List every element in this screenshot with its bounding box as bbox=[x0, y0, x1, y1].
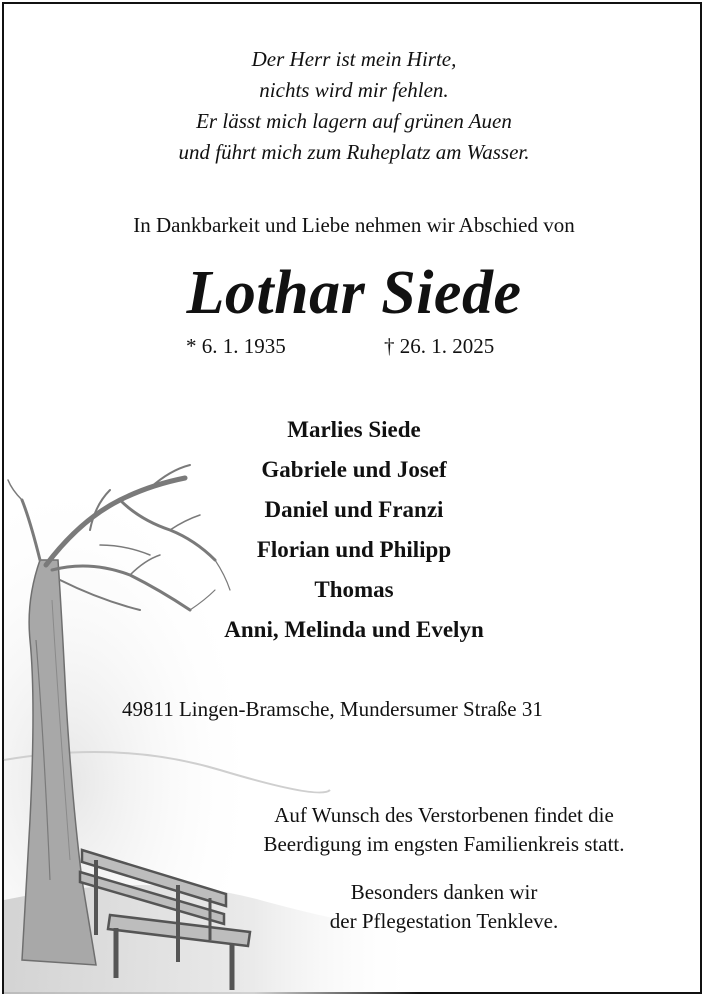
thanks-notice bbox=[0, 878, 708, 936]
death-date: † 26. 1. 2025 bbox=[384, 334, 495, 358]
funeral-notice-line: Beerdigung im engsten Familienkreis statt. bbox=[263, 832, 625, 856]
mourner-name: Marlies Siede bbox=[287, 417, 421, 442]
deceased-name: Lothar Siede bbox=[186, 259, 522, 327]
thanks-notice-line: Besonders danken wir bbox=[350, 880, 538, 904]
psalm-line: Er lässt mich lagern auf grünen Auen bbox=[196, 109, 512, 133]
psalm-line: nichts wird mir fehlen. bbox=[259, 78, 449, 102]
psalm-verse bbox=[0, 44, 708, 168]
birth-date: * 6. 1. 1935 bbox=[186, 334, 286, 358]
psalm-line: und führt mich zum Ruheplatz am Wasser. bbox=[178, 140, 530, 164]
mourners-list bbox=[0, 412, 708, 652]
funeral-notice bbox=[0, 801, 708, 859]
mourner-name: Daniel und Franzi bbox=[264, 497, 444, 522]
psalm-line: Der Herr ist mein Hirte, bbox=[251, 47, 457, 71]
address: 49811 Lingen-Bramsche, Mundersumer Straße 31 bbox=[122, 697, 543, 721]
mourner-name: Florian und Philipp bbox=[256, 537, 452, 562]
mourner-name: Thomas bbox=[314, 577, 394, 602]
intro-text: In Dankbarkeit und Liebe nehmen wir Abschied von bbox=[133, 213, 575, 237]
mourner-name: Gabriele und Josef bbox=[261, 457, 447, 482]
funeral-notice-line: Auf Wunsch des Verstorbenen findet die bbox=[274, 803, 614, 827]
mourner-name: Anni, Melinda und Evelyn bbox=[224, 617, 484, 642]
thanks-notice-line: der Pflegestation Tenkleve. bbox=[329, 909, 559, 933]
